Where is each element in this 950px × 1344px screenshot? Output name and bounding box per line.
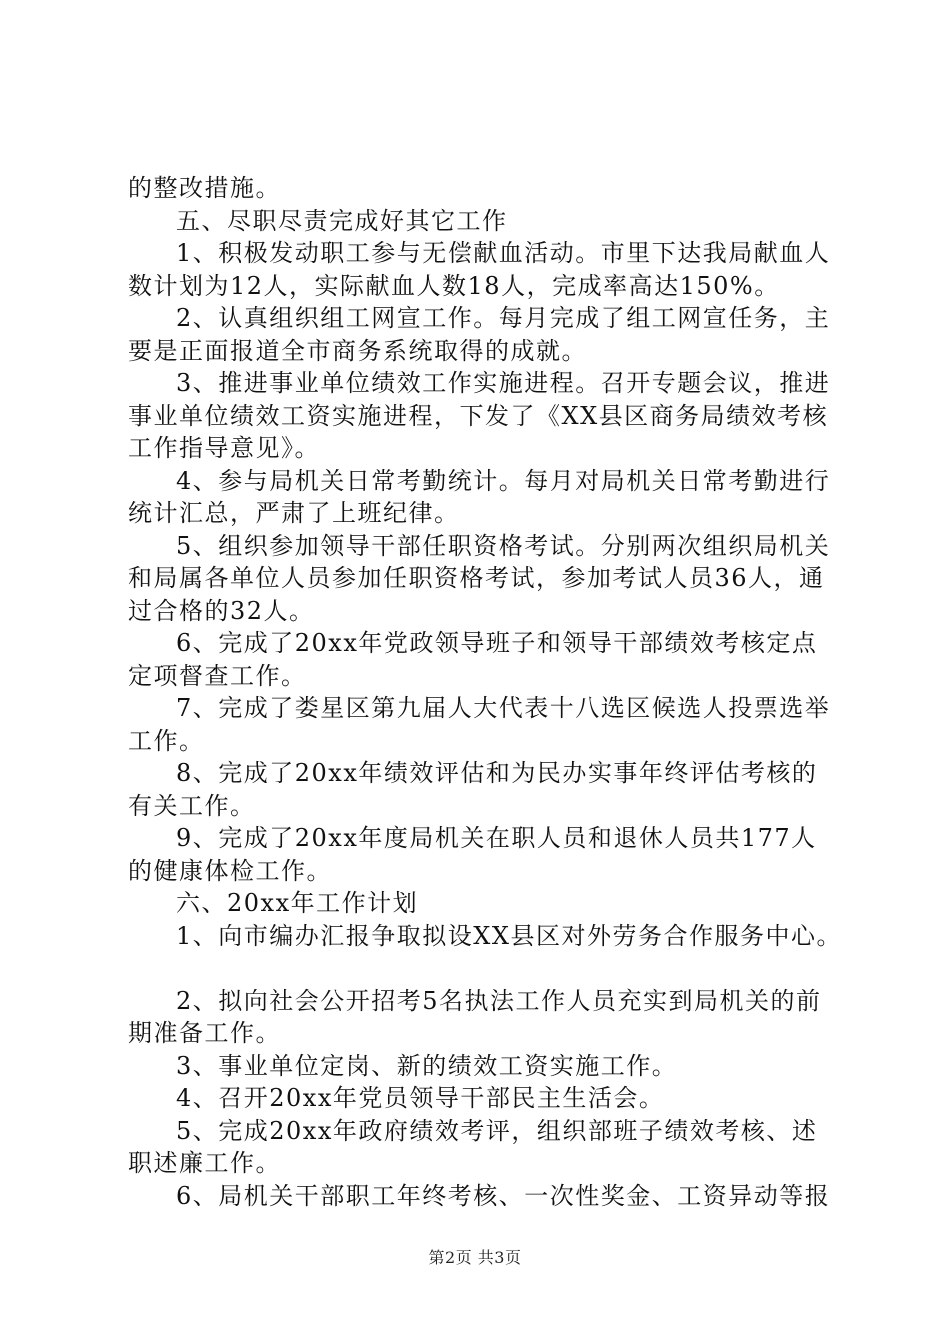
text-line: 8、完成了20xx年绩效评估和为民办实事年终评估考核的 [176, 759, 818, 787]
text-line: 六、20xx年工作计划 [176, 889, 419, 917]
text-line: 1、积极发动职工参与无偿献血活动。市里下达我局献血人 [176, 239, 831, 267]
text-line: 3、事业单位定岗、新的绩效工资实施工作。 [176, 1051, 678, 1080]
text-line: 工作。 [128, 726, 205, 755]
page-footer: 第2页 共3页 [428, 1248, 522, 1267]
text-line: 统计汇总，严肃了上班纪律。 [128, 499, 460, 527]
text-line: 的健康体检工作。 [128, 856, 332, 885]
text-line: 过合格的32人。 [128, 596, 315, 625]
text-line: 3、推进事业单位绩效工作实施进程。召开专题会议，推进 [176, 369, 831, 397]
text-line: 7、完成了娄星区第九届人大代表十八选区候选人投票选举 [176, 694, 831, 722]
text-line: 4、召开20xx年党员领导干部民主生活会。 [176, 1084, 665, 1112]
document-body [128, 172, 842, 1212]
text-line: 2、拟向社会公开招考5名执法工作人员充实到局机关的前 [176, 986, 822, 1015]
text-line: 6、局机关干部职工年终考核、一次性奖金、工资异动等报 [176, 1181, 831, 1210]
text-line: 5、组织参加领导干部任职资格考试。分别两次组织局机关 [176, 531, 831, 560]
text-line: 1、向市编办汇报争取拟设XX县区对外劳务合作服务中心。 [176, 921, 842, 950]
text-line: 期准备工作。 [128, 1019, 281, 1047]
text-line: 5、完成20xx年政府绩效考评，组织部班子绩效考核、述 [176, 1116, 818, 1145]
text-line: 6、完成了20xx年党政领导班子和领导干部绩效考核定点 [176, 629, 818, 657]
text-line: 2、认真组织组工网宣工作。每月完成了组工网宣任务，主 [176, 304, 831, 332]
text-line: 4、参与局机关日常考勤统计。每月对局机关日常考勤进行 [176, 466, 831, 495]
text-line: 的整改措施。 [128, 174, 281, 202]
text-line: 五、尽职尽责完成好其它工作 [176, 206, 508, 235]
text-line: 9、完成了20xx年度局机关在职人员和退休人员共177人 [176, 824, 817, 852]
text-line: 有关工作。 [128, 791, 256, 820]
text-line: 工作指导意见》。 [128, 434, 320, 462]
blank-line [128, 952, 838, 985]
text-line: 要是正面报道全市商务系统取得的成就。 [128, 336, 587, 365]
text-line: 数计划为12人，实际献血人数18人，完成率高达150%。 [128, 271, 780, 300]
text-line: 和局属各单位人员参加任职资格考试，参加考试人员36人，通 [128, 564, 825, 592]
text-line: 事业单位绩效工资实施进程，下发了《XX县区商务局绩效考核 [128, 401, 829, 430]
text-line: 定项督查工作。 [128, 661, 307, 690]
text-line: 职述廉工作。 [128, 1149, 281, 1177]
